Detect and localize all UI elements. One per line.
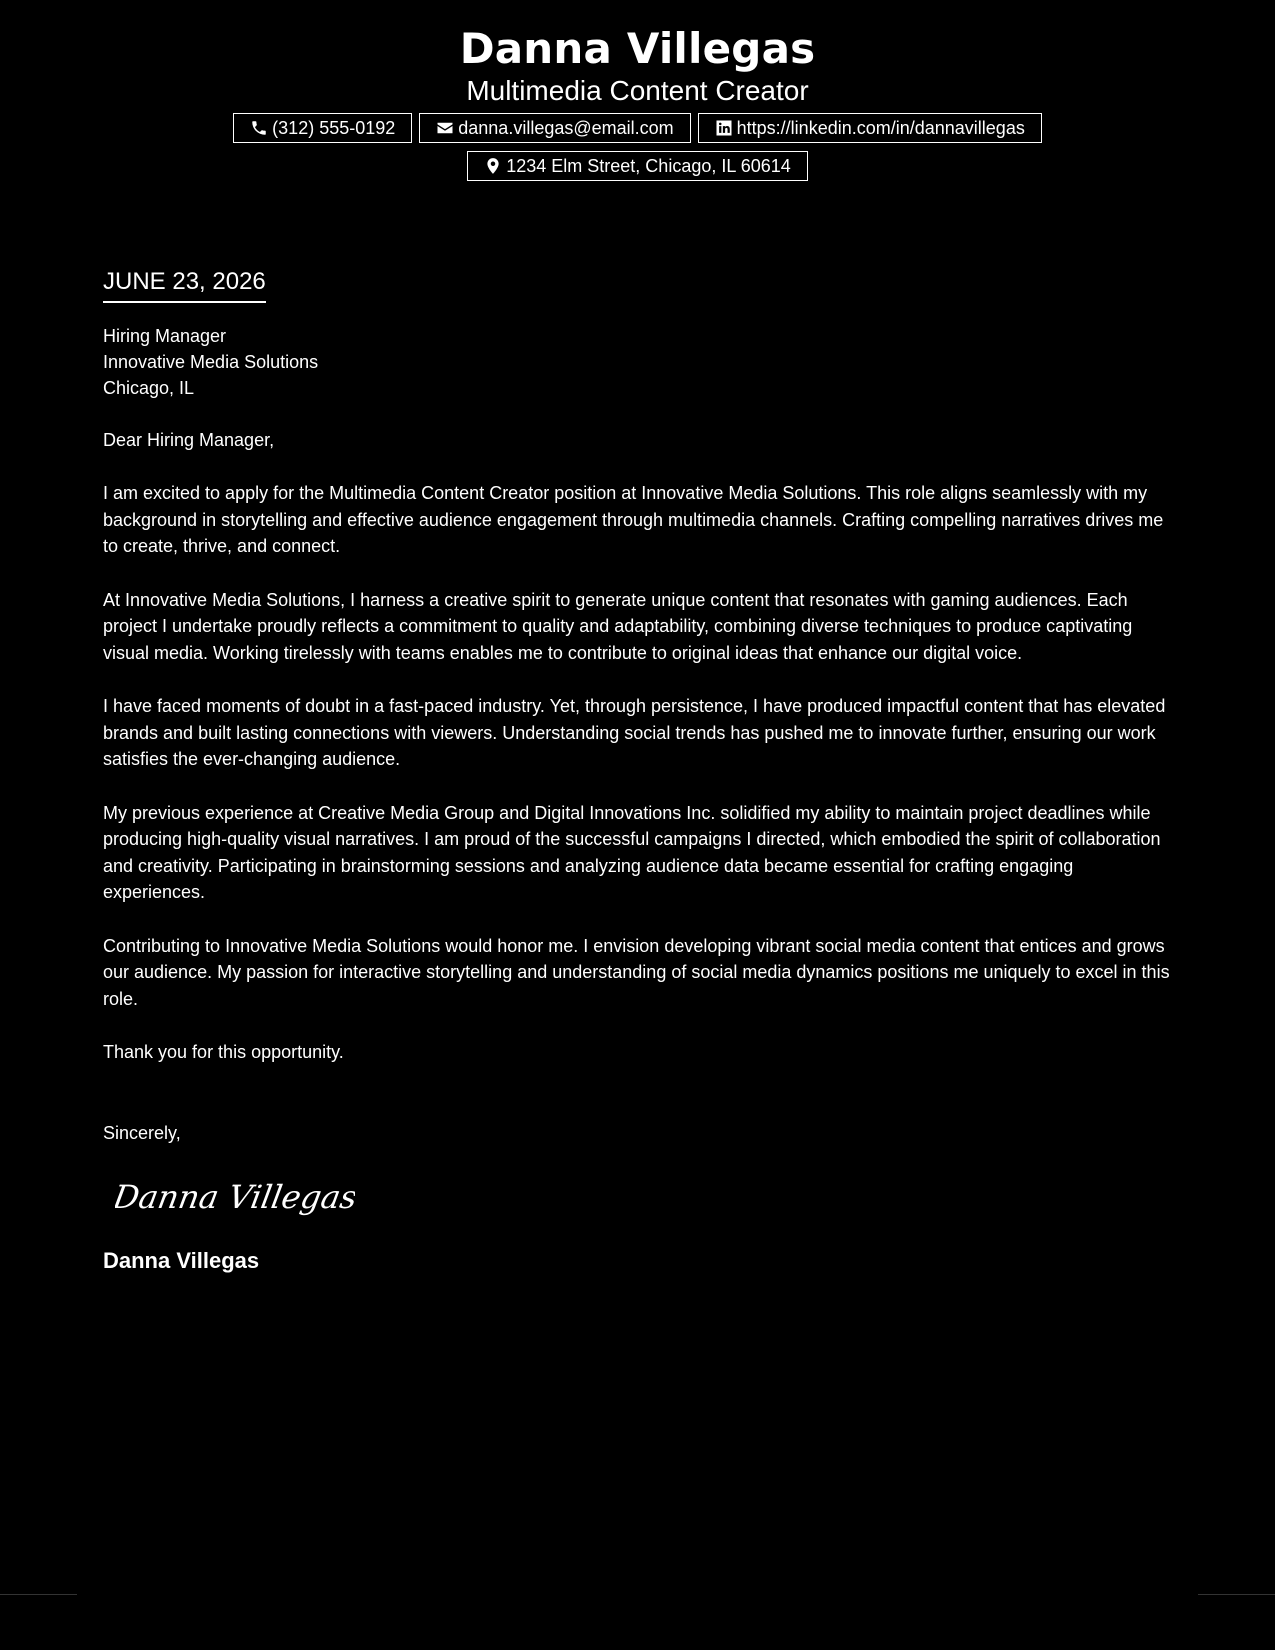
signer-name: Danna Villegas — [103, 1247, 260, 1273]
email-text: danna.villegas@email.com — [458, 118, 674, 138]
body-paragraph: I am excited to apply for the Multimedia Content Creator position at Innovative Media Solutions. This role aligns seamlessly with my background in storytelling and effective audience engagement through multimedia channels. Crafting compelling narratives drives me to create, thrive, and connect. — [103, 483, 1164, 556]
signature-script: Danna Villegas — [115, 1177, 355, 1216]
contact-email[interactable] — [419, 113, 690, 143]
recipient-block — [103, 323, 1173, 401]
page-divider — [0, 1594, 77, 1595]
letter-header — [0, 22, 1275, 107]
handwritten-signature — [115, 1166, 355, 1226]
sender-title: Multimedia Content Creator — [466, 75, 809, 106]
body-paragraph: At Innovative Media Solutions, I harness a creative spirit to generate unique content that resonates with gaming audiences. Each project I undertake proudly reflects a commitment to quality and adaptability, combining diverse techniques to produce captivating visual media. Working tirelessly with teams enables me to contribute to original ideas that enhance our digital voice. — [103, 589, 1133, 663]
salutation: Dear Hiring Manager, — [103, 430, 275, 450]
closing: Sincerely, — [103, 1122, 181, 1143]
linkedin-icon — [715, 119, 733, 137]
contact-row — [0, 151, 1275, 181]
contact-address[interactable] — [467, 151, 808, 181]
linkedin-text: https://linkedin.com/in/dannavillegas — [736, 118, 1025, 138]
phone-icon — [250, 119, 268, 137]
body-paragraph: Thank you for this opportunity. — [103, 1042, 344, 1062]
sender-name: Danna Villegas — [459, 24, 816, 73]
address-text: 1234 Elm Street, Chicago, IL 60614 — [506, 156, 791, 176]
contact-linkedin[interactable] — [698, 113, 1042, 143]
recipient-line: Chicago, IL — [103, 378, 195, 398]
recipient-line: Innovative Media Solutions — [103, 352, 319, 372]
envelope-icon — [436, 119, 454, 137]
letter-body — [103, 267, 1173, 1275]
recipient-line: Hiring Manager — [103, 326, 227, 346]
letter-date: JUNE 23, 2026 — [103, 267, 266, 303]
body-paragraph: I have faced moments of doubt in a fast-paced industry. Yet, through persistence, I have produced impactful content that has elevated brands and built lasting connections with viewers. Understanding social trends has pushed me to innovate further, ensuring our work satisfies the ever-changing audience. — [103, 696, 1166, 769]
phone-text: (312) 555-0192 — [272, 118, 396, 138]
map-pin-icon — [484, 157, 502, 175]
body-paragraph: Contributing to Innovative Media Solutions would honor me. I envision developing vibrant social media content that entices and grows our audience. My passion for interactive storytelling and understanding of social media dynamics positions me uniquely to excel in this role. — [103, 935, 1170, 1009]
body-paragraph: My previous experience at Creative Media Group and Digital Innovations Inc. solidified my ability to maintain project deadlines while producing high-quality visual narratives. I am proud of the successful campaigns I directed, which embodied the spirit of collaboration and creativity. Participating in brainstorming sessions and analyzing audience data became essential for crafting engaging experiences. — [103, 802, 1161, 902]
contact-phone[interactable] — [233, 113, 412, 143]
page-divider — [1198, 1594, 1275, 1595]
contact-row — [0, 113, 1275, 143]
